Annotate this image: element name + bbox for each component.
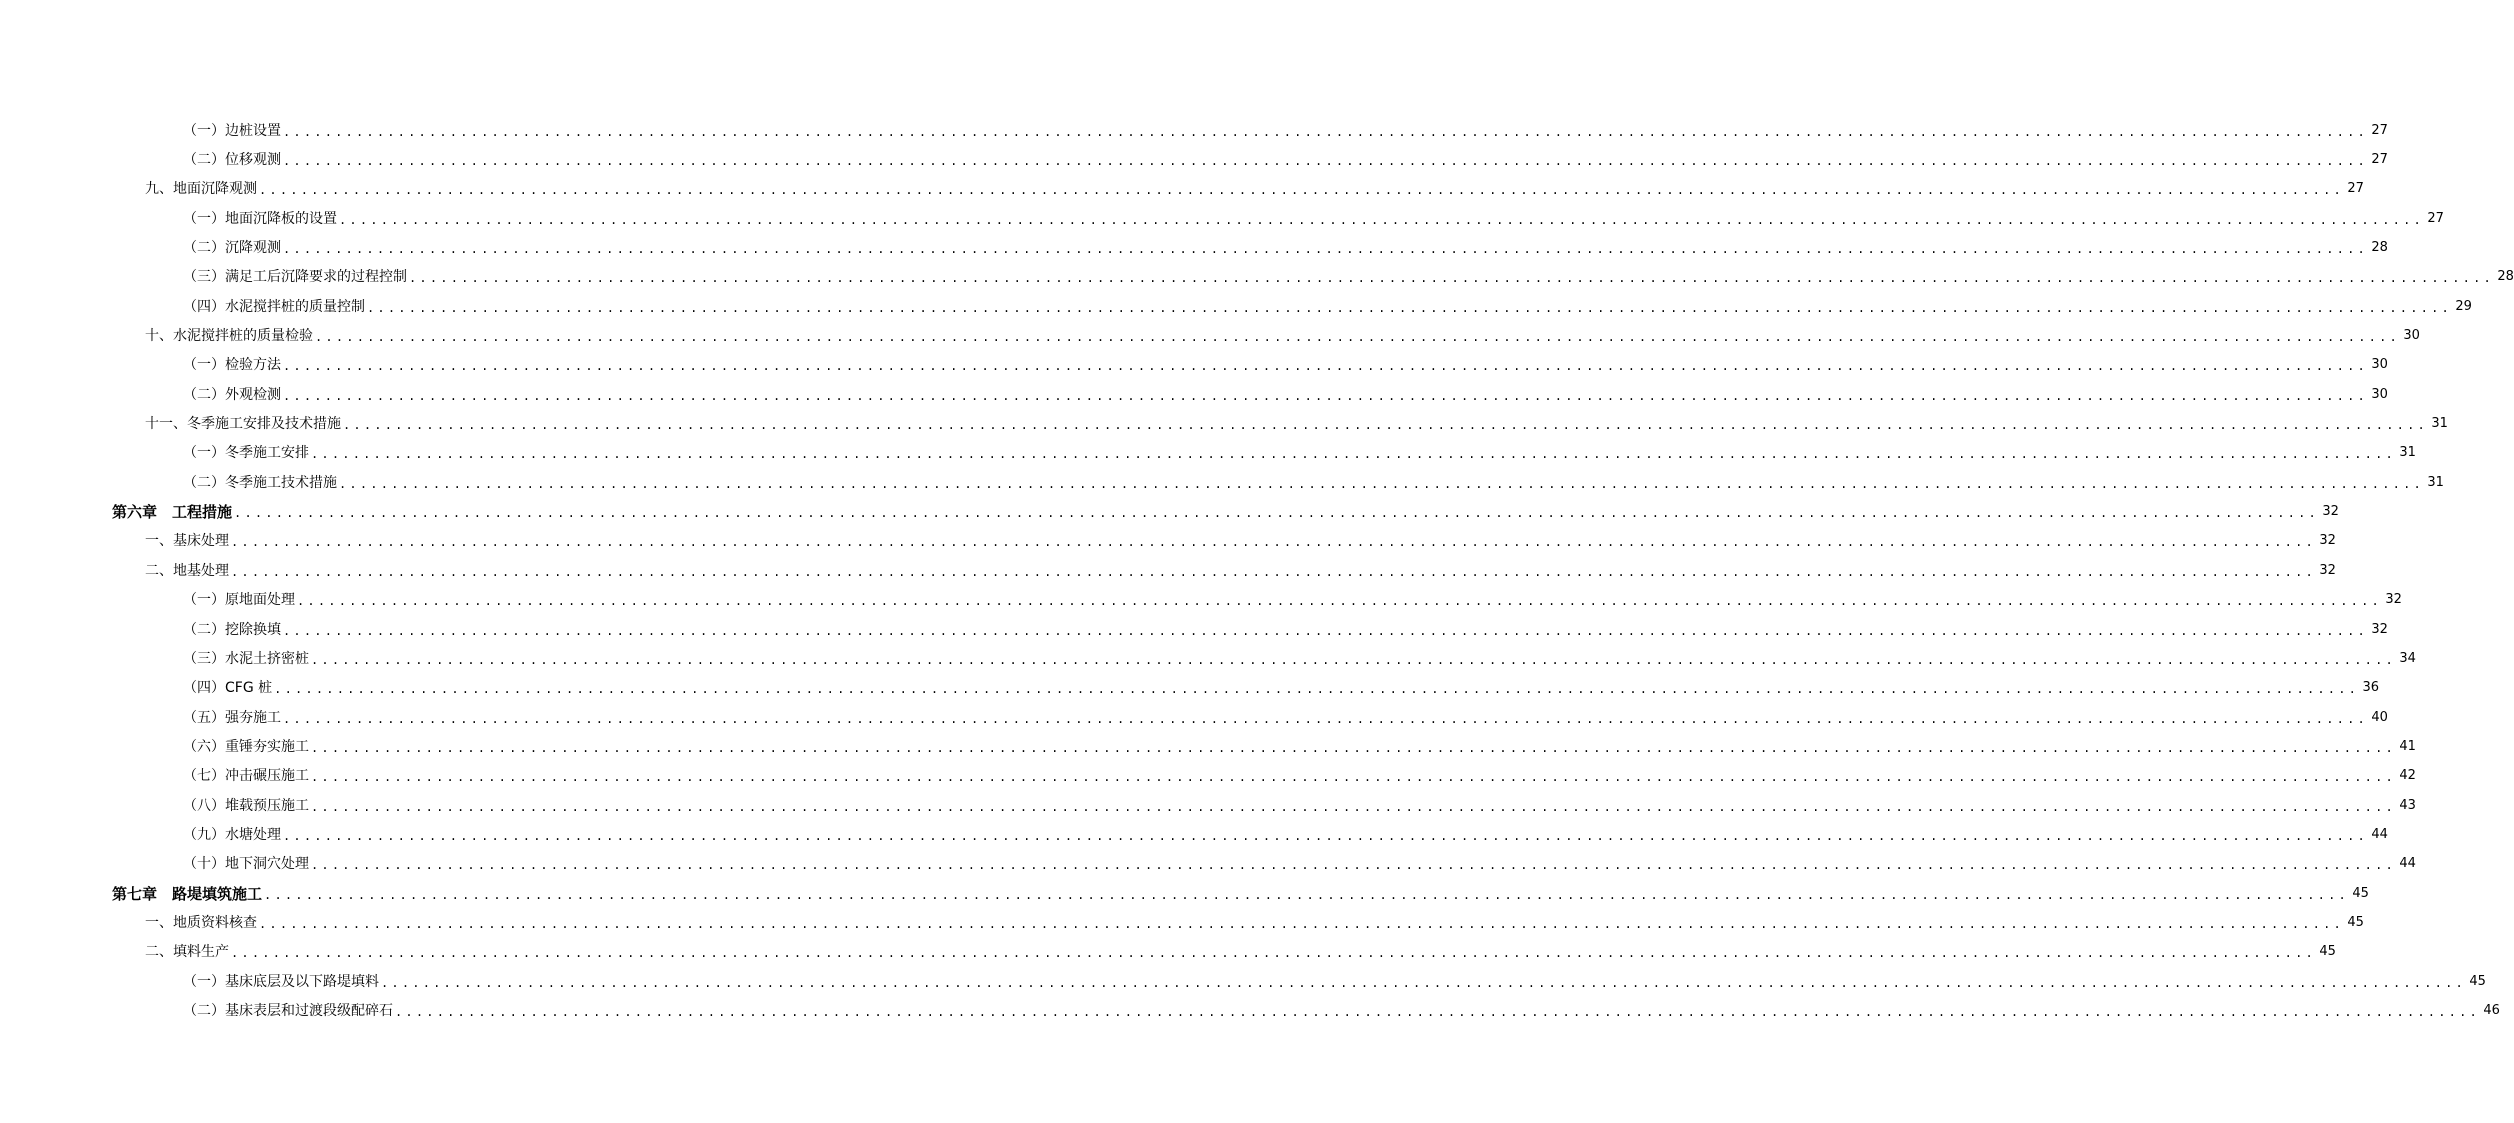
toc-entry-title: （一）检验方法 xyxy=(183,357,281,374)
toc-entry-page-number: 43 xyxy=(2399,797,2416,813)
toc-entry-title: 九、地面沉降观测 xyxy=(145,181,257,198)
toc-dot-leader: ........................................................................................................................................................................................................ xyxy=(283,154,2368,169)
toc-entry[interactable] xyxy=(0,409,2448,438)
toc-entry-page-number: 45 xyxy=(2469,973,2486,989)
toc-dot-leader: ........................................................................................................................................................................................................ xyxy=(231,946,2316,961)
toc-entry-page-number: 40 xyxy=(2371,709,2388,725)
toc-entry-page-number: 32 xyxy=(2371,621,2388,637)
toc-entry-page-number: 32 xyxy=(2322,504,2339,520)
toc-entry[interactable] xyxy=(0,791,2416,820)
toc-entry[interactable] xyxy=(0,850,2416,879)
toc-dot-leader: ........................................................................................................................................................................................................ xyxy=(339,476,2424,491)
toc-dot-leader: ........................................................................................................................................................................................................ xyxy=(311,740,2396,755)
toc-entry-title: 第六章 工程措施 xyxy=(112,503,233,522)
toc-entry-page-number: 45 xyxy=(2352,885,2369,901)
toc-entry-page-number: 32 xyxy=(2319,533,2336,549)
toc-entry-page-number: 30 xyxy=(2403,328,2420,344)
toc-entry-page-number: 27 xyxy=(2347,181,2364,197)
toc-entry-page-number: 31 xyxy=(2399,445,2416,461)
toc-entry[interactable] xyxy=(0,321,2420,350)
toc-entry[interactable] xyxy=(0,263,2514,292)
toc-entry-title: （二）基床表层和过渡段级配碎石 xyxy=(183,1002,393,1019)
toc-entry-page-number: 28 xyxy=(2497,269,2514,285)
toc-entry[interactable] xyxy=(0,644,2416,673)
toc-entry-title: （一）地面沉降板的设置 xyxy=(183,210,337,227)
toc-dot-leader: ........................................................................................................................................................................................................ xyxy=(381,975,2466,990)
toc-entry-title: （四）CFG 桩 xyxy=(183,680,273,697)
toc-entry-title: （三）满足工后沉降要求的过程控制 xyxy=(183,269,407,286)
toc-entry-title: （一）基床底层及以下路堤填料 xyxy=(183,973,379,990)
toc-entry[interactable] xyxy=(0,468,2444,497)
toc-dot-leader: ........................................................................................................................................................................................................ xyxy=(274,682,2360,697)
toc-entry-title: （二）冬季施工技术措施 xyxy=(183,474,337,491)
toc-dot-leader: ........................................................................................................................................................................................................ xyxy=(409,271,2494,286)
toc-entry[interactable] xyxy=(0,938,2336,967)
toc-dot-leader: ........................................................................................................................................................................................................ xyxy=(395,1004,2480,1019)
toc-dot-leader: ........................................................................................................................................................................................................ xyxy=(283,124,2368,139)
toc-entry[interactable] xyxy=(0,175,2364,204)
toc-entry-page-number: 31 xyxy=(2427,474,2444,490)
toc-entry-title: （九）水塘处理 xyxy=(183,826,281,843)
toc-entry[interactable] xyxy=(0,233,2388,262)
toc-entry-page-number: 34 xyxy=(2399,650,2416,666)
toc-entry[interactable] xyxy=(0,820,2388,849)
toc-entry-page-number: 27 xyxy=(2371,122,2388,138)
toc-entry[interactable] xyxy=(0,527,2336,556)
toc-entry-page-number: 46 xyxy=(2483,1002,2500,1018)
toc-entry-title: （二）沉降观测 xyxy=(183,240,281,257)
toc-dot-leader: ........................................................................................................................................................................................................ xyxy=(339,212,2424,227)
toc-entry-title: （一）边桩设置 xyxy=(183,122,281,139)
toc-dot-leader: ........................................................................................................................................................................................................ xyxy=(311,858,2396,873)
toc-entry-page-number: 41 xyxy=(2399,738,2416,754)
toc-dot-leader: ........................................................................................................................................................................................................ xyxy=(283,388,2368,403)
toc-dot-leader: ........................................................................................................................................................................................................ xyxy=(283,359,2368,374)
toc-entry[interactable] xyxy=(0,908,2364,937)
toc-entry[interactable] xyxy=(0,116,2388,145)
toc-entry[interactable] xyxy=(0,732,2416,761)
toc-entry-page-number: 32 xyxy=(2385,592,2402,608)
toc-entry-title: （二）位移观测 xyxy=(183,152,281,169)
toc-dot-leader: ........................................................................................................................................................................................................ xyxy=(311,770,2396,785)
toc-entry[interactable] xyxy=(0,497,2339,526)
toc-entry[interactable] xyxy=(0,879,2369,908)
toc-entry-title: （八）堆载预压施工 xyxy=(183,797,309,814)
toc-entry-title: （五）强夯施工 xyxy=(183,709,281,726)
toc-entry-page-number: 30 xyxy=(2371,386,2388,402)
toc-entry-title: 一、基床处理 xyxy=(145,533,229,550)
toc-entry-title: （十）地下洞穴处理 xyxy=(183,856,309,873)
toc-dot-leader: ........................................................................................................................................................................................................ xyxy=(283,242,2368,257)
toc-entry-title: （一）冬季施工安排 xyxy=(183,445,309,462)
toc-entry-title: 十、水泥搅拌桩的质量检验 xyxy=(145,328,313,345)
toc-dot-leader: ........................................................................................................................................................................................................ xyxy=(231,535,2316,550)
toc-entry-page-number: 27 xyxy=(2371,152,2388,168)
toc-entry-title: （四）水泥搅拌桩的质量控制 xyxy=(183,298,365,315)
toc-entry-page-number: 28 xyxy=(2371,240,2388,256)
toc-entry-title: 二、填料生产 xyxy=(145,944,229,961)
toc-dot-leader: ........................................................................................................................................................................................................ xyxy=(283,828,2368,843)
toc-dot-leader: ........................................................................................................................................................................................................ xyxy=(234,506,2319,521)
toc-entry[interactable] xyxy=(0,586,2402,615)
toc-dot-leader: ........................................................................................................................................................................................................ xyxy=(259,916,2344,931)
toc-entry-title: （一）原地面处理 xyxy=(183,592,295,609)
toc-entry[interactable] xyxy=(0,292,2472,321)
toc-entry[interactable] xyxy=(0,703,2388,732)
toc-dot-leader: ........................................................................................................................................................................................................ xyxy=(367,300,2452,315)
toc-entry-title: 十一、冬季施工安排及技术措施 xyxy=(145,416,341,433)
toc-entry-title: （二）外观检测 xyxy=(183,386,281,403)
toc-dot-leader: ........................................................................................................................................................................................................ xyxy=(264,887,2349,902)
toc-entry-page-number: 32 xyxy=(2319,562,2336,578)
toc-dot-leader: ........................................................................................................................................................................................................ xyxy=(311,652,2396,667)
toc-dot-leader: ........................................................................................................................................................................................................ xyxy=(311,447,2396,462)
toc-entry-title: 第七章 路堤填筑施工 xyxy=(112,884,263,903)
toc-entry-page-number: 27 xyxy=(2427,210,2444,226)
toc-entry-page-number: 29 xyxy=(2455,298,2472,314)
toc-entry[interactable] xyxy=(0,674,2380,703)
toc-dot-leader: ........................................................................................................................................................................................................ xyxy=(343,418,2428,433)
toc-entry-page-number: 42 xyxy=(2399,768,2416,784)
toc-entry-title: （六）重锤夯实施工 xyxy=(183,738,309,755)
toc-entry[interactable] xyxy=(0,615,2388,644)
toc-entry[interactable] xyxy=(0,351,2388,380)
toc-dot-leader: ........................................................................................................................................................................................................ xyxy=(283,623,2368,638)
toc-entry[interactable] xyxy=(0,967,2486,996)
toc-dot-leader: ........................................................................................................................................................................................................ xyxy=(259,183,2344,198)
toc-entry[interactable] xyxy=(0,204,2444,233)
toc-entry[interactable] xyxy=(0,380,2388,409)
toc-entry-title: （二）挖除换填 xyxy=(183,621,281,638)
toc-dot-leader: ........................................................................................................................................................................................................ xyxy=(311,799,2396,814)
toc-entry-page-number: 44 xyxy=(2371,826,2388,842)
table-of-contents xyxy=(0,116,2514,1026)
toc-entry-page-number: 36 xyxy=(2362,680,2380,696)
toc-entry-page-number: 44 xyxy=(2399,856,2416,872)
toc-entry[interactable] xyxy=(0,762,2416,791)
toc-dot-leader: ........................................................................................................................................................................................................ xyxy=(297,594,2382,609)
toc-entry-title: 二、地基处理 xyxy=(145,562,229,579)
toc-entry-page-number: 31 xyxy=(2431,416,2448,432)
toc-entry-title: 一、地质资料核查 xyxy=(145,914,257,931)
toc-dot-leader: ........................................................................................................................................................................................................ xyxy=(283,711,2368,726)
toc-dot-leader: ........................................................................................................................................................................................................ xyxy=(315,330,2400,345)
toc-entry-title: （七）冲击碾压施工 xyxy=(183,768,309,785)
toc-entry[interactable] xyxy=(0,996,2500,1025)
toc-entry-page-number: 30 xyxy=(2371,357,2388,373)
toc-entry-title: （三）水泥土挤密桩 xyxy=(183,650,309,667)
toc-entry[interactable] xyxy=(0,556,2336,585)
toc-entry[interactable] xyxy=(0,145,2388,174)
toc-entry[interactable] xyxy=(0,439,2416,468)
toc-entry-page-number: 45 xyxy=(2347,914,2364,930)
toc-dot-leader: ........................................................................................................................................................................................................ xyxy=(231,564,2316,579)
toc-entry-page-number: 45 xyxy=(2319,944,2336,960)
